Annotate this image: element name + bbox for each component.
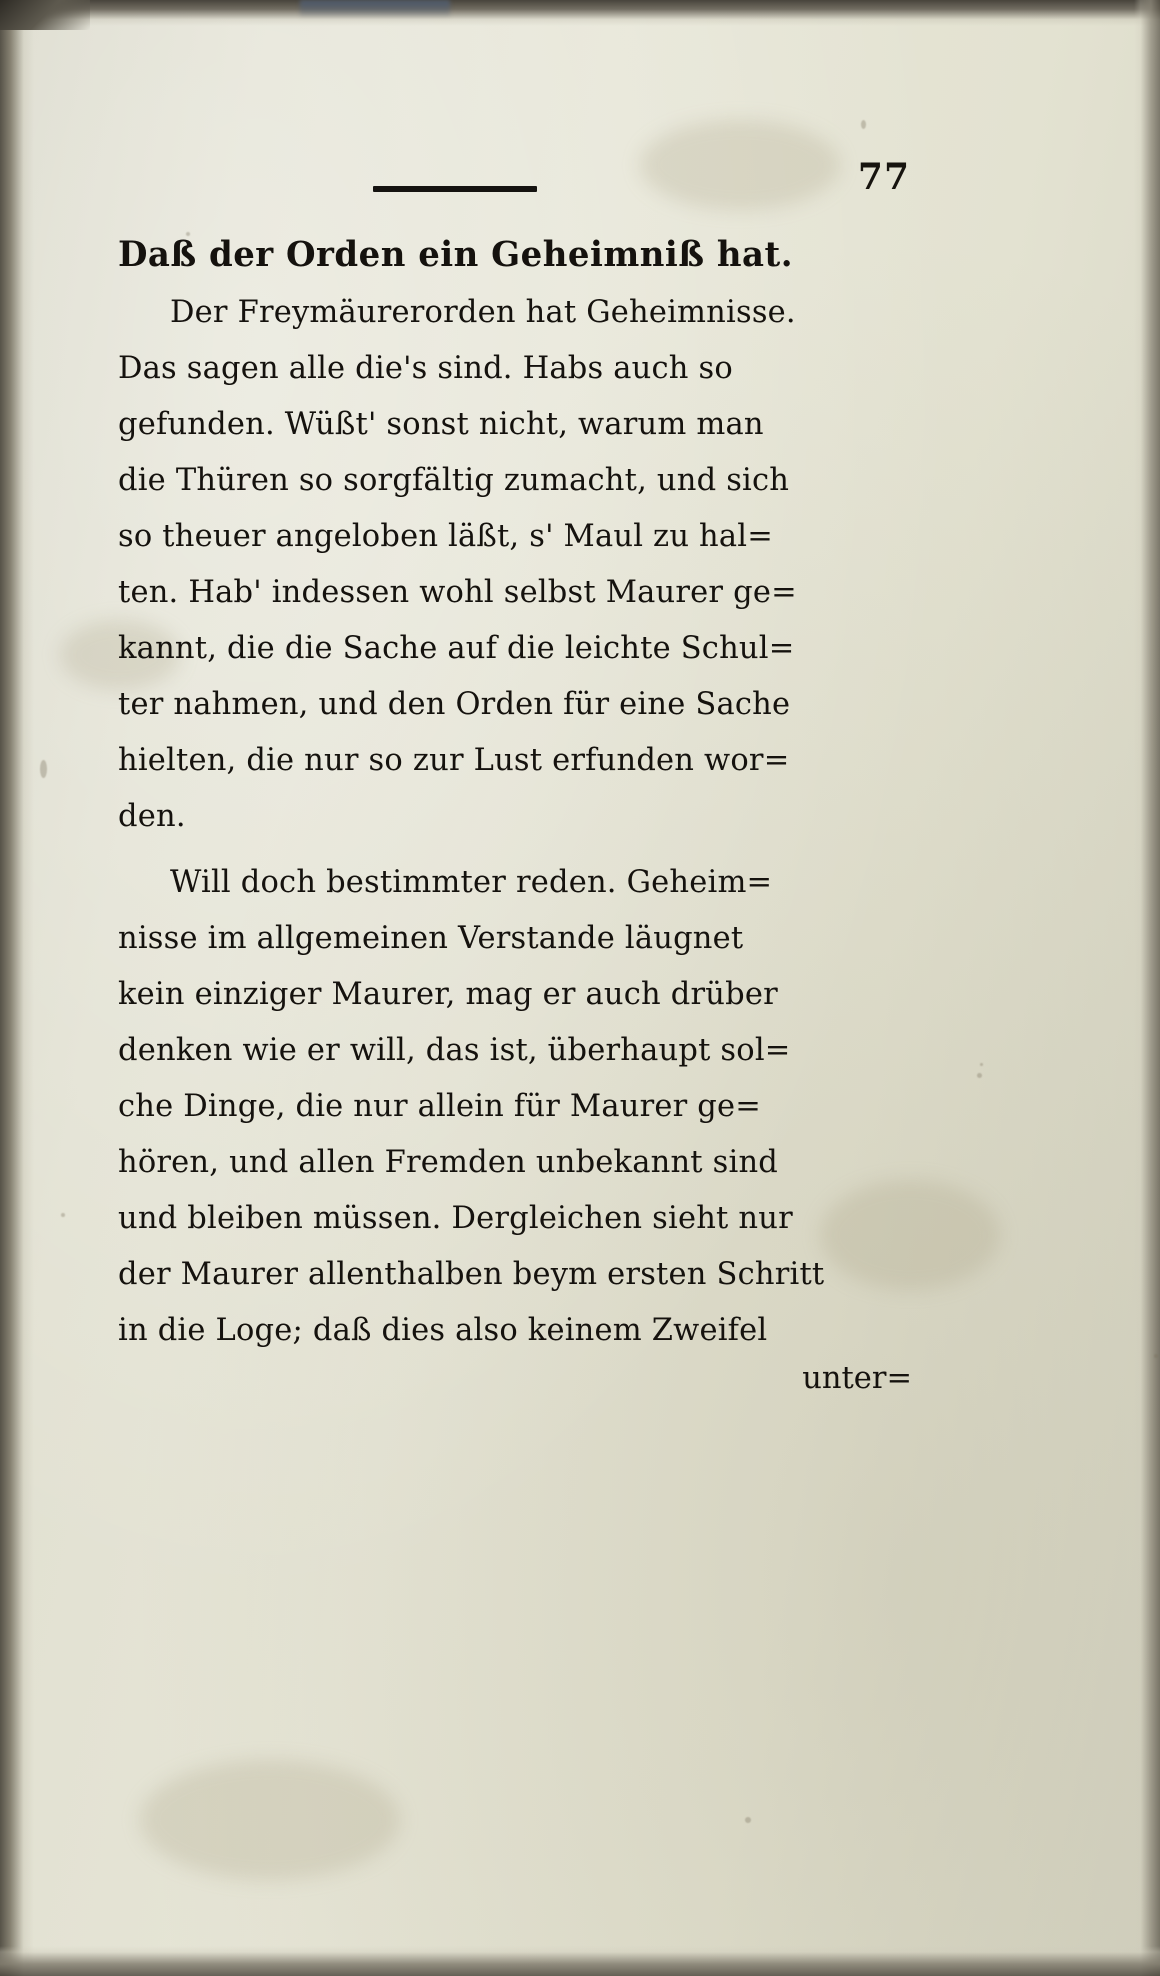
text-line: kannt, die die Sache auf die leichte Schul= [118, 631, 795, 666]
page-header [118, 150, 918, 220]
page-edge-left [0, 0, 34, 1976]
page-number: 77 [857, 156, 910, 198]
text-line: nisse im allgemeinen Verstande läugnet [118, 921, 744, 956]
page-edge-top [0, 0, 1160, 26]
paper-speck [861, 120, 866, 129]
page-title: Daß der Orden ein Geheimniß hat. [118, 234, 793, 275]
text-line: in die Loge; daß dies also keinem Zweifel [118, 1313, 768, 1348]
text-line: so theuer angeloben läßt, s' Maul zu hal= [118, 519, 773, 554]
text-line: Der Freymäurerorden hat Geheimnisse. [170, 295, 796, 330]
text-line: ter nahmen, und den Orden für eine Sache [118, 687, 791, 722]
text-line: kein einziger Maurer, mag er auch drüber [118, 977, 778, 1012]
paper-stain [140, 1760, 400, 1880]
text-line: Will doch bestimmter reden. Geheim= [170, 865, 773, 900]
page-edge-right [1134, 0, 1160, 1976]
paragraph-2 [118, 855, 918, 1359]
ornament-rule [373, 186, 537, 192]
text-line: hielten, die nur so zur Lust erfunden wor= [118, 743, 790, 778]
paper-speck [977, 1073, 982, 1078]
text-line: den. [118, 799, 186, 834]
page-text-block [118, 150, 918, 1396]
text-line: denken wie er will, das ist, überhaupt sol= [118, 1033, 791, 1068]
page-corner-tear [0, 0, 90, 30]
text-line: che Dinge, die nur allein für Maurer ge= [118, 1089, 762, 1124]
text-line: ten. Hab' indessen wohl selbst Maurer ge= [118, 575, 797, 610]
page-top-smudge [300, 0, 450, 18]
paper-speck [745, 1817, 751, 1823]
page-edge-bottom [0, 1946, 1160, 1976]
text-line: und bleiben müssen. Dergleichen sieht nur [118, 1201, 793, 1236]
paper-speck [61, 1213, 65, 1217]
paper-speck [980, 1063, 983, 1066]
paper-speck [40, 760, 47, 778]
paper-speck [1154, 1354, 1158, 1358]
text-line: der Maurer allenthalben beym ersten Schritt [118, 1257, 825, 1292]
text-line: die Thüren so sorgfältig zumacht, und sich [118, 463, 790, 498]
text-line: Das sagen alle die's sind. Habs auch so [118, 351, 733, 386]
paragraph-1 [118, 285, 918, 845]
text-line: hören, und allen Fremden unbekannt sind [118, 1145, 779, 1180]
catchword: unter= [802, 1361, 912, 1396]
text-line: gefunden. Wüßt' sonst nicht, warum man [118, 407, 764, 442]
